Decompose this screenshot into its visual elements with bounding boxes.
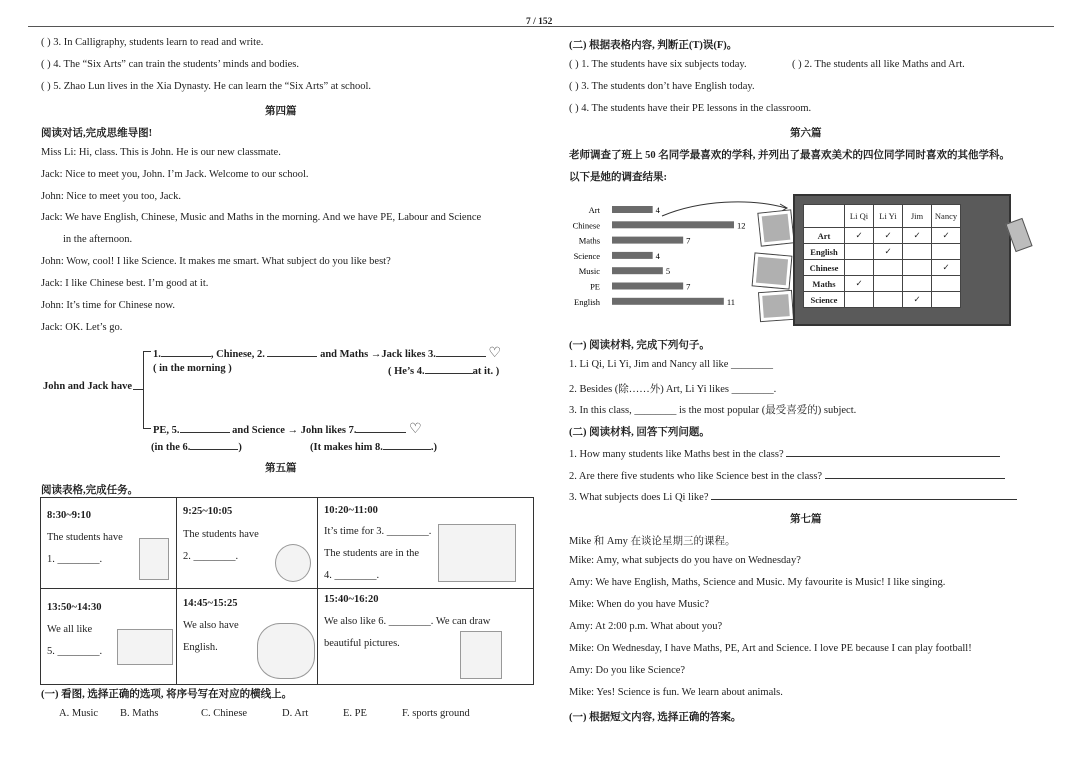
photo-frame <box>759 291 793 321</box>
dialogue-line: Miss Li: Hi, class. This is John. He is our new classmate. <box>41 147 281 158</box>
bar <box>612 252 653 259</box>
bar-value-label: 7 <box>686 281 691 292</box>
schedule-text: We also have <box>183 620 239 631</box>
schedule-blank-text[interactable]: It’s time for 3. ________. <box>324 526 432 537</box>
dialogue-line: Jack: We have English, Chinese, Music and Maths in the morning. And we have PE, Labour and Science <box>41 212 482 223</box>
tf-item: ( ) 2. The students all like Maths and Art. <box>792 59 965 70</box>
arrow-icon: → <box>287 425 299 436</box>
survey-cell <box>903 244 932 260</box>
check-icon: ✓ <box>903 228 932 244</box>
fill-question[interactable]: 1. Li Qi, Li Yi, Jim and Nancy all like ________ <box>569 359 774 370</box>
judge-item <box>41 59 299 70</box>
option: D. Art <box>282 708 309 719</box>
mindmap-top-branch: 1. , Chinese, 2. and Maths →Jack likes 3. ♡ <box>153 346 502 361</box>
dialogue-line: Mike: On Wednesday, I have Maths, PE, Art and Science. I love PE because I can play football! <box>569 643 972 654</box>
check-icon: ✓ <box>845 276 874 292</box>
survey-header: Jim <box>903 205 932 228</box>
bar-value-label: 5 <box>665 266 671 277</box>
mindmap-connector <box>133 389 143 390</box>
judge-item <box>41 81 371 92</box>
dialogue-line: Jack: Nice to meet you, John. I’m Jack. Welcome to our school. <box>41 169 309 180</box>
survey-header: Li Qi <box>845 205 874 228</box>
tf-section-title: (二) 根据表格内容, 判断正(T)误(F)。 <box>569 40 738 51</box>
music-illustration <box>117 629 173 665</box>
passage-7-intro: Mike 和 Amy 在谈论星期三的课程。 <box>569 536 736 547</box>
survey-cell <box>932 244 961 260</box>
schedule-time: 8:30~9:10 <box>47 510 91 521</box>
answer-blank[interactable] <box>161 346 211 357</box>
dialogue-line: John: It’s time for Chinese now. <box>41 300 176 311</box>
option: F. sports ground <box>402 708 470 719</box>
judge-text: 4. The “Six Arts” can train the students’ minds and bodies. <box>53 59 299 70</box>
option: B. Maths <box>120 708 159 719</box>
mindmap-bracket <box>143 351 144 428</box>
schedule-text: We all like <box>47 624 93 635</box>
bar <box>612 237 683 244</box>
passage-4-title: 第四篇 <box>265 106 297 117</box>
schedule-blank-text[interactable]: 5. ________. <box>47 646 103 657</box>
mindmap-connector <box>143 351 151 352</box>
arrow-icon: → <box>370 349 382 360</box>
dialogue-line: Mike: Yes! Science is fun. We learn about animals. <box>569 687 783 698</box>
survey-subject: Science <box>804 292 845 308</box>
answer-blank[interactable] <box>180 422 230 433</box>
bar-category-label: Art <box>588 205 600 215</box>
answer-blank[interactable] <box>425 363 473 374</box>
survey-cell <box>903 260 932 276</box>
answer-blank[interactable] <box>383 439 431 450</box>
section-1-title: (一) 阅读材料, 完成下列句子。 <box>569 340 710 351</box>
bar-value-label: 4 <box>655 250 660 261</box>
passage-7-title: 第七篇 <box>790 514 822 525</box>
answer-line[interactable] <box>825 468 1005 479</box>
option: E. PE <box>343 708 367 719</box>
schedule-cell <box>177 589 318 685</box>
survey-cell <box>874 292 903 308</box>
survey-cell <box>874 260 903 276</box>
fill-question[interactable]: 3. In this class, ________ is the most popular (最受喜爱的) subject. <box>569 405 857 416</box>
photo-frame <box>753 253 792 288</box>
survey-cell <box>845 292 874 308</box>
answer-bracket[interactable]: ( ) <box>792 59 802 70</box>
schedule-time: 14:45~15:25 <box>183 598 238 609</box>
survey-subject: Maths <box>804 276 845 292</box>
page-number: 7 / 152 <box>526 17 553 27</box>
answer-line[interactable] <box>711 489 1017 500</box>
schedule-text: The students are in the <box>324 548 420 559</box>
check-icon: ✓ <box>932 260 961 276</box>
answer-blank[interactable] <box>436 346 486 357</box>
tf-item: ( ) 3. The students don’t have English today. <box>569 81 755 92</box>
schedule-text: The students have <box>47 532 123 543</box>
schedule-time: 9:25~10:05 <box>183 506 233 517</box>
answer-bracket[interactable]: ( ) <box>569 81 579 92</box>
schedule-blank-text[interactable]: We also like 6. ________. We can draw <box>324 616 491 627</box>
schedule-time: 15:40~16:20 <box>324 594 379 605</box>
mindmap-connector <box>143 428 151 429</box>
judge-item <box>41 37 263 48</box>
bar-category-label: PE <box>590 281 600 292</box>
dialogue-line: Amy: We have English, Maths, Science and Music. My favourite is Music! I like singing. <box>569 577 946 588</box>
schedule-blank-text[interactable]: 1. ________. <box>47 554 103 565</box>
survey-header <box>804 205 845 228</box>
passage-4-instruction: 阅读对话,完成思维导图! <box>41 128 153 139</box>
dialogue-line: Jack: OK. Let’s go. <box>41 322 123 333</box>
bar-value-label: 7 <box>686 235 691 246</box>
schedule-time: 13:50~14:30 <box>47 602 102 613</box>
survey-subject: Chinese <box>804 260 845 276</box>
dialogue-line: Mike: Amy, what subjects do you have on Wednesday? <box>569 555 801 566</box>
top-rule <box>28 26 1054 27</box>
mindmap-top-sub-right: ( He’s 4. at it. ) <box>388 363 499 377</box>
passage-6-intro: 以下是她的调查结果: <box>569 172 667 183</box>
bar <box>612 206 653 213</box>
bar-category-label: Science <box>573 250 600 261</box>
answer-blank[interactable] <box>267 346 317 357</box>
judge-text: 5. Zhao Lun lives in the Xia Dynasty. He can learn the “Six Arts” at school. <box>53 81 371 92</box>
tf-item: ( ) 4. The students have their PE lessons in the classroom. <box>569 103 812 114</box>
check-icon: ✓ <box>874 244 903 260</box>
bar <box>612 283 683 290</box>
passage-6-intro: 老师调查了班上 50 名同学最喜欢的学科, 并列出了最喜欢美术的四位同学同时喜欢的其他学科。 <box>569 150 1010 161</box>
survey-header: Nancy <box>932 205 961 228</box>
dialogue-line: John: Nice to meet you too, Jack. <box>41 191 181 202</box>
section-1-instruction: (一) 看图, 选择正确的选项, 将序号写在对应的横线上。 <box>41 689 293 700</box>
schedule-table <box>40 497 534 685</box>
schedule-blank-text[interactable]: 4. ________. <box>324 570 380 581</box>
bar-category-label: Maths <box>578 235 600 246</box>
schedule-text: English. <box>183 642 218 653</box>
passage-6-title: 第六篇 <box>790 128 822 139</box>
art-illustration <box>460 631 502 679</box>
bar-category-label: English <box>574 296 600 307</box>
passage-5-title: 第五篇 <box>265 463 297 474</box>
survey-header: Li Yi <box>874 205 903 228</box>
check-icon: ✓ <box>845 228 874 244</box>
answer-line[interactable] <box>786 446 1000 457</box>
bar <box>612 298 724 305</box>
answer-bracket[interactable]: ( ) <box>569 59 579 70</box>
answer-bracket[interactable]: ( ) <box>569 103 579 114</box>
survey-cell <box>845 260 874 276</box>
passage-5-instruction: 阅读表格,完成任务。 <box>41 485 139 496</box>
schedule-cell <box>41 589 177 685</box>
survey-cell <box>845 244 874 260</box>
mindmap-bottom-branch: PE, 5. and Science → John likes 7. ♡ <box>153 422 422 437</box>
answer-question: 3. What subjects does Li Qi like? <box>569 489 1017 503</box>
english-illustration <box>257 623 315 679</box>
dialogue-line: Jack: I like Chinese best. I’m good at it. <box>41 278 209 289</box>
schedule-text: The students have <box>183 529 259 540</box>
dialogue-line: Amy: At 2:00 p.m. What about you? <box>569 621 723 632</box>
schedule-cell <box>177 498 318 589</box>
schedule-blank-text[interactable]: 2. ________. <box>183 551 239 562</box>
dialogue-line: Amy: Do you like Science? <box>569 665 686 676</box>
answer-bracket[interactable]: ( ) <box>41 59 51 70</box>
survey-cell <box>932 292 961 308</box>
schedule-text: beautiful pictures. <box>324 638 400 649</box>
schedule-cell <box>318 589 534 685</box>
survey-table <box>803 204 961 308</box>
survey-cell <box>903 276 932 292</box>
answer-bracket[interactable]: ( ) <box>41 81 51 92</box>
mindmap-bottom-sub-left: (in the 6. ) <box>151 439 242 453</box>
calligraphy-illustration <box>139 538 169 580</box>
tf-item: ( ) 1. The students have six subjects today. <box>569 59 747 70</box>
survey-subject: English <box>804 244 845 260</box>
judge-text: 3. In Calligraphy, students learn to read and write. <box>53 37 264 48</box>
bar-category-label: Music <box>578 266 600 277</box>
bar-value-label: 11 <box>726 296 736 307</box>
heart-icon: ♡ <box>488 346 502 361</box>
bar-value-label: 4 <box>655 205 660 215</box>
check-icon: ✓ <box>903 292 932 308</box>
sports-ground-illustration <box>438 524 516 582</box>
mindmap-top-sub-left: ( in the morning ) <box>153 363 232 374</box>
bar-category-label: Chinese <box>572 220 600 231</box>
fill-question[interactable]: 2. Besides (除……外) Art, Li Yi likes ________. <box>569 384 777 395</box>
mindmap-bottom-sub-right: (It makes him 8. .) <box>310 439 437 453</box>
survey-cell <box>874 276 903 292</box>
option: C. Chinese <box>201 708 248 719</box>
answer-question: 2. Are there five students who like Science best in the class? <box>569 468 1005 482</box>
section-2-title: (二) 阅读材料, 回答下列问题。 <box>569 427 710 438</box>
bar-value-label: 12 <box>737 220 746 231</box>
check-icon: ✓ <box>874 228 903 244</box>
photo-frame <box>758 210 793 245</box>
schedule-cell <box>41 498 177 589</box>
bar <box>612 267 663 274</box>
answer-blank[interactable] <box>190 439 238 450</box>
check-icon: ✓ <box>932 228 961 244</box>
answer-bracket[interactable]: ( ) <box>41 37 51 48</box>
mindmap-root: John and Jack have <box>43 381 132 392</box>
survey-cell <box>932 276 961 292</box>
schedule-time: 10:20~11:00 <box>324 505 378 516</box>
dialogue-line: in the afternoon. <box>63 234 133 245</box>
section-1-title: (一) 根据短文内容, 选择正确的答案。 <box>569 712 742 723</box>
schedule-cell <box>318 498 534 589</box>
answer-blank[interactable] <box>356 422 406 433</box>
dialogue-line: John: Wow, cool! I like Science. It makes me smart. What subject do you like best? <box>41 256 391 267</box>
answer-question: 1. How many students like Maths best in the class? <box>569 446 1000 460</box>
option: A. Music <box>59 708 99 719</box>
survey-board <box>793 194 1011 326</box>
dialogue-line: Mike: When do you have Music? <box>569 599 710 610</box>
heart-icon: ♡ <box>409 422 422 437</box>
maths-illustration <box>275 544 311 582</box>
survey-subject: Art <box>804 228 845 244</box>
